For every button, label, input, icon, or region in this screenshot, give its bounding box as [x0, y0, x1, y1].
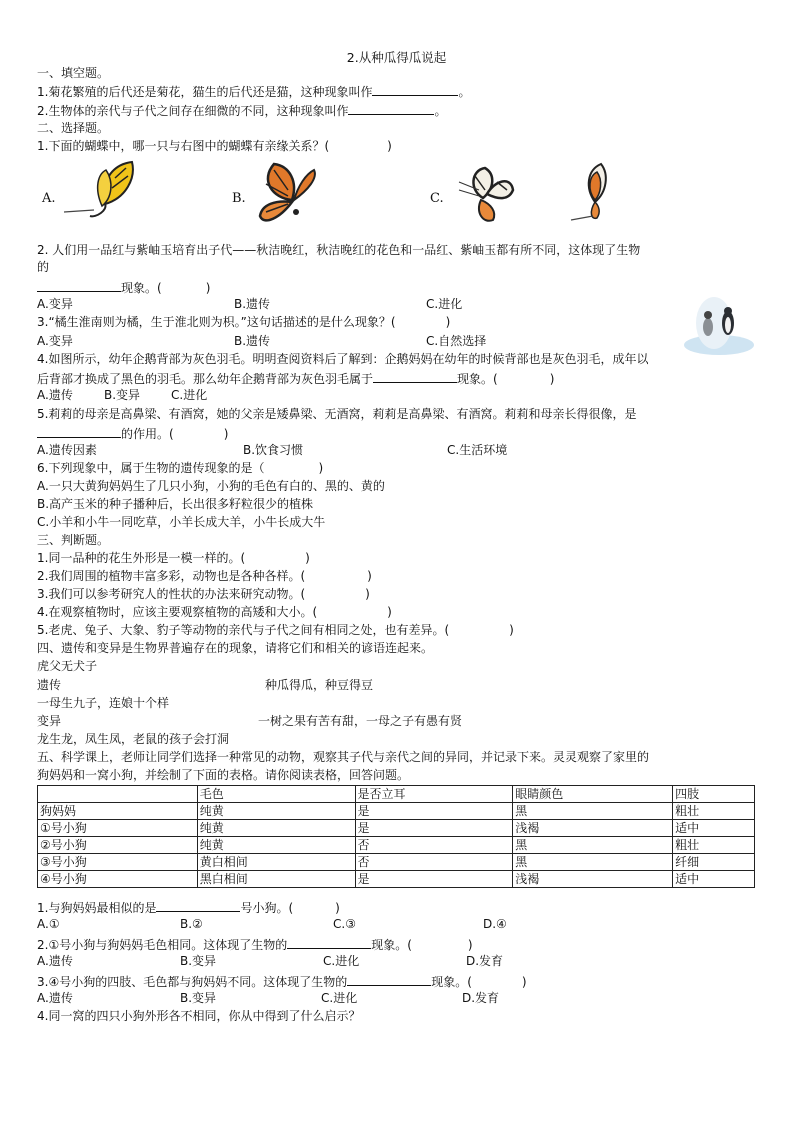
s5-q2-option-d[interactable]: D.发育 [466, 954, 504, 968]
table-cell: 粗壮 [673, 803, 755, 820]
table-cell: ④号小狗 [38, 871, 198, 888]
s5-q2-option-b[interactable]: B.变异 [180, 954, 217, 968]
table-row [38, 871, 755, 888]
table-header-row [38, 786, 755, 803]
s2-question-2-line3: 现象。( ) [37, 279, 210, 295]
s2-q5-option-c[interactable]: C.生活环境 [447, 443, 508, 457]
s1-question-2: 2.生物体的亲代与子代之间存在细微的不同，这种现象叫作 。 [37, 104, 447, 118]
s2-question-5-line1: 5.莉莉的母亲是高鼻梁、有酒窝，她的父亲是矮鼻梁、无酒窝，莉莉是高鼻梁、有酒窝。莉莉和母亲长得很像，是 [37, 407, 637, 421]
table-row [38, 837, 755, 854]
butterfly-b-image[interactable] [252, 160, 324, 232]
table-header: 四肢 [673, 786, 755, 803]
table-cell: 适中 [673, 820, 755, 837]
s2-question-1: 1.下面的蝴蝶中，哪一只与右图中的蝴蝶有亲缘关系？( ) [37, 139, 392, 153]
table-cell: 黑 [513, 803, 673, 820]
butterfly-a-image[interactable] [60, 158, 140, 226]
s2-q4-option-b[interactable]: B.变异 [104, 388, 141, 402]
s5-q3-option-c[interactable]: C.进化 [321, 991, 358, 1005]
s2-question-3: 3.“橘生淮南则为橘，生于淮北则为枳。”这句话描述的是什么现象？( ) [37, 315, 451, 329]
table-cell: 否 [355, 854, 513, 871]
answer-blank[interactable] [37, 279, 121, 292]
option-c-label: C. [430, 191, 444, 206]
s2-q2-option-b[interactable]: B.遗传 [234, 297, 271, 311]
s2-q6-option-b[interactable]: B.高产玉米的种子播种后，长出很多籽粒很少的植株 [37, 497, 314, 511]
s5-question-3: 3.④号小狗的四肢、毛色都与狗妈妈不同。这体现了生物的 现象。( ) [37, 975, 527, 989]
s5-q2-option-a[interactable]: A.遗传 [37, 954, 73, 968]
table-cell: 是 [355, 871, 513, 888]
proverb-3[interactable]: 龙生龙，凤生凤，老鼠的孩子会打洞 [37, 732, 230, 746]
s5-question-2: 2.①号小狗与狗妈妈毛色相同。这体现了生物的 现象。( ) [37, 938, 473, 952]
answer-blank[interactable] [37, 425, 121, 438]
s5-q1-option-d[interactable]: D.④ [483, 917, 507, 931]
table-cell: 适中 [673, 871, 755, 888]
s3-item-1: 1.同一品种的花生外形是一模一样的。( ) [37, 551, 310, 565]
s2-q2-option-c[interactable]: C.进化 [426, 297, 463, 311]
table-cell: 纯黄 [197, 820, 355, 837]
butterfly-reference-image [565, 160, 625, 230]
table-cell: 纤细 [673, 854, 755, 871]
answer-blank[interactable] [347, 973, 431, 986]
table-cell: 粗壮 [673, 837, 755, 854]
page-title: 2.从种瓜得瓜说起 [346, 50, 447, 65]
s3-item-3: 3.我们可以参考研究人的性状的办法来研究动物。( ) [37, 587, 370, 601]
dog-traits-table [37, 785, 755, 888]
s2-q2-option-a[interactable]: A.变异 [37, 297, 73, 311]
table-cell: 黑白相间 [197, 871, 355, 888]
table-cell: 否 [355, 837, 513, 854]
s2-q3-option-a[interactable]: A.变异 [37, 334, 73, 348]
table-header: 眼睛颜色 [513, 786, 673, 803]
s5-q1-option-c[interactable]: C.③ [333, 917, 356, 931]
table-cell: 纯黄 [197, 803, 355, 820]
match-left-variation[interactable]: 变异 [37, 714, 62, 728]
answer-blank[interactable] [348, 102, 434, 115]
answer-blank[interactable] [372, 83, 458, 96]
table-cell: 狗妈妈 [38, 803, 198, 820]
table-cell: 是 [355, 803, 513, 820]
section2-heading: 二、选择题。 [37, 121, 110, 135]
option-a-label: A. [42, 191, 56, 206]
s2-q6-option-a[interactable]: A.一只大黄狗妈妈生了几只小狗，小狗的毛色有白的、黑的、黄的 [37, 479, 385, 493]
section1-heading: 一、填空题。 [37, 66, 110, 80]
s2-question-4-line2: 后背部才换成了黑色的羽毛。那么幼年企鹅背部为灰色羽毛属于 现象。( ) [37, 372, 555, 386]
s5-q1-option-a[interactable]: A.① [37, 917, 60, 931]
s5-q3-option-a[interactable]: A.遗传 [37, 991, 73, 1005]
table-cell: ③号小狗 [38, 854, 198, 871]
table-cell: 纯黄 [197, 837, 355, 854]
table-row [38, 820, 755, 837]
s2-q3-option-c[interactable]: C.自然选择 [426, 334, 487, 348]
s2-q5-option-a[interactable]: A.遗传因素 [37, 443, 97, 457]
table-row [38, 854, 755, 871]
section4-heading: 四、遗传和变异是生物界普遍存在的现象，请将它们和相关的谚语连起来。 [37, 641, 434, 655]
table-cell: 黄白相间 [197, 854, 355, 871]
s5-q1-option-b[interactable]: B.② [180, 917, 203, 931]
match-right-proverb-1[interactable]: 种瓜得瓜，种豆得豆 [265, 678, 374, 692]
table-header: 毛色 [197, 786, 355, 803]
table-cell: 是 [355, 820, 513, 837]
butterfly-c-image[interactable] [455, 160, 525, 230]
table-header: 是否立耳 [355, 786, 513, 803]
table-cell: ①号小狗 [38, 820, 198, 837]
s2-question-2-line2: 的 [37, 260, 50, 274]
table-header [38, 786, 198, 803]
table-row [38, 803, 755, 820]
match-right-proverb-2[interactable]: 一树之果有苦有甜，一母之子有愚有贤 [258, 714, 463, 728]
s2-q4-option-a[interactable]: A.遗传 [37, 388, 73, 402]
s2-question-6: 6.下列现象中，属于生物的遗传现象的是（ ) [37, 461, 324, 475]
answer-blank[interactable] [287, 936, 371, 949]
answer-blank[interactable] [373, 370, 457, 383]
s3-item-2: 2.我们周围的植物丰富多彩，动物也是各种各样。( ) [37, 569, 372, 583]
s5-q2-option-c[interactable]: C.进化 [323, 954, 360, 968]
section5-intro-line1: 五、科学课上，老师让同学们选择一种常见的动物，观察其子代与亲代之间的异同，并记录下来。灵灵观察了家里的 [37, 750, 650, 764]
s2-question-2-line1: 2. 人们用一品红与紫岫玉培育出子代——秋洁晚红，秋洁晚红的花色和一品红、紫岫玉都有所不同，这体现了生物 [37, 243, 641, 257]
s2-question-5-line2: 的作用。( ) [37, 425, 228, 441]
s3-item-5: 5.老虎、兔子、大象、豹子等动物的亲代与子代之间有相同之处，也有差异。( ) [37, 623, 514, 637]
s2-q3-option-b[interactable]: B.遗传 [234, 334, 271, 348]
s2-question-4-line1: 4.如图所示，幼年企鹅背部为灰色羽毛。明明查阅资料后了解到：企鹅妈妈在幼年的时候背部也是灰色羽毛，成年以 [37, 352, 649, 366]
proverb-1[interactable]: 虎父无犬子 [37, 659, 98, 673]
proverb-2[interactable]: 一母生九子，连娘十个样 [37, 696, 170, 710]
answer-blank[interactable] [156, 899, 240, 912]
s5-question-4: 4.同一窝的四只小狗外形各不相同，你从中得到了什么启示？ [37, 1009, 361, 1023]
section3-heading: 三、判断题。 [37, 533, 110, 547]
table-cell: 黑 [513, 837, 673, 854]
table-cell: 浅褐 [513, 820, 673, 837]
s1-question-1: 1.菊花繁殖的后代还是菊花，猫生的后代还是猫，这种现象叫作 。 [37, 85, 471, 99]
s5-question-1: 1.与狗妈妈最相似的是 号小狗。( ) [37, 901, 340, 915]
table-cell: 浅褐 [513, 871, 673, 888]
s3-item-4: 4.在观察植物时，应该主要观察植物的高矮和大小。( ) [37, 605, 392, 619]
table-cell: 黑 [513, 854, 673, 871]
penguins-image [684, 295, 754, 355]
s2-q6-option-c[interactable]: C.小羊和小牛一同吃草，小羊长成大羊，小牛长成大牛 [37, 515, 326, 529]
s2-q4-option-c[interactable]: C.进化 [171, 388, 208, 402]
table-cell: ②号小狗 [38, 837, 198, 854]
match-left-heredity[interactable]: 遗传 [37, 678, 62, 692]
s5-q3-option-d[interactable]: D.发育 [462, 991, 500, 1005]
s5-q3-option-b[interactable]: B.变异 [180, 991, 217, 1005]
section5-intro-line2: 狗妈妈和一窝小狗，并绘制了下面的表格。请你阅读表格，回答问题。 [37, 768, 410, 782]
option-b-label: B. [232, 191, 246, 206]
s2-q5-option-b[interactable]: B.饮食习惯 [243, 443, 304, 457]
